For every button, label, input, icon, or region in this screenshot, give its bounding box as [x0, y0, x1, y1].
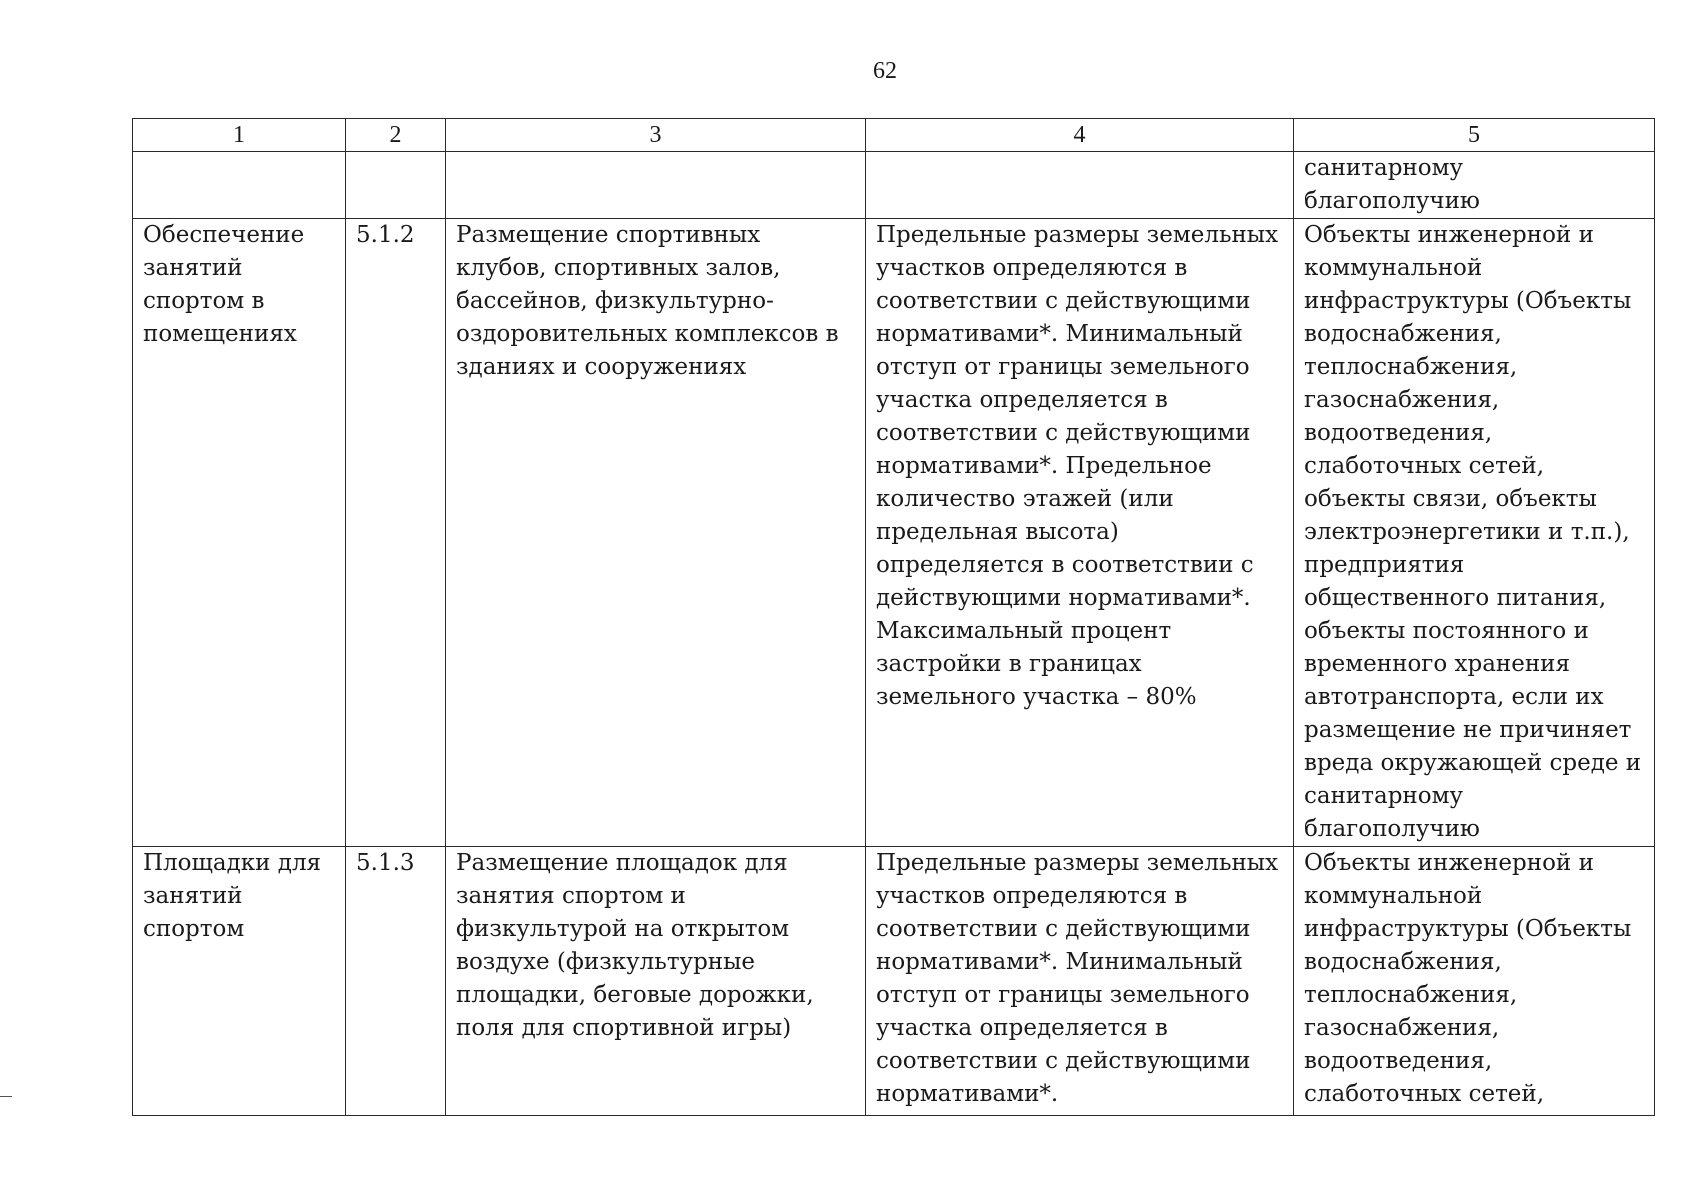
description-cell	[446, 847, 866, 1116]
auxiliary-uses: санитарному благополучию	[1304, 155, 1480, 214]
description-cell	[446, 152, 866, 219]
use-code-cell	[346, 152, 446, 219]
column-header: 4	[866, 119, 1294, 152]
use-code-cell	[346, 847, 446, 1116]
table-row	[133, 152, 1655, 219]
auxiliary-cell	[1294, 219, 1655, 847]
use-description: Размещение спортивных клубов, спортивных залов, бассейнов, физкультурно-оздоровительных комплексов в зданиях и сооружениях	[456, 222, 839, 380]
table-row	[133, 847, 1655, 1116]
use-parameters: Предельные размеры земельных участков определяются в соответствии с действующими нормативами*. Минимальный отступ от границы земельного участка определяется в соответствии с действующими нормативами*. Предельное количество этажей (или предельная высота) определяется в соответствии с действующими нормативами*. Максимальный процент застройки в границах земельного участка – 80%	[876, 222, 1279, 710]
column-header: 5	[1294, 119, 1655, 152]
use-name-cell	[133, 152, 346, 219]
use-name: Обеспечение занятий спортом в помещениях	[143, 222, 305, 347]
description-cell	[446, 219, 866, 847]
column-header: 3	[446, 119, 866, 152]
use-name-cell	[133, 219, 346, 847]
column-header: 2	[346, 119, 446, 152]
table-header-row	[133, 119, 1655, 152]
parameters-cell	[866, 219, 1294, 847]
use-code: 5.1.3	[356, 850, 415, 876]
parameters-cell	[866, 847, 1294, 1116]
auxiliary-uses: Объекты инженерной и коммунальной инфраструктуры (Объекты водоснабжения, теплоснабжения, газоснабжения, водоотведения, слаботочных сетей, объекты связи, объекты электроэнергетики и т.п.), предприятия общественного питания, объекты постоянного и временного хранения автотранспорта, если их размещение не причиняет вреда окружающей среде и санитарному благополучию	[1304, 222, 1642, 842]
use-code: 5.1.2	[356, 222, 415, 248]
auxiliary-cell	[1294, 152, 1655, 219]
margin-mark	[0, 1096, 12, 1097]
page-number: 62	[873, 58, 897, 84]
use-name: Площадки для занятий спортом	[143, 850, 322, 942]
table-row	[133, 219, 1655, 847]
column-header: 1	[133, 119, 346, 152]
use-code-cell	[346, 219, 446, 847]
auxiliary-cell	[1294, 847, 1655, 1116]
use-parameters: Предельные размеры земельных участков определяются в соответствии с действующими нормативами*. Минимальный отступ от границы земельного участка определяется в соответствии с действующими нормативами*.	[876, 850, 1279, 1107]
land-use-table	[132, 118, 1655, 1116]
auxiliary-uses: Объекты инженерной и коммунальной инфраструктуры (Объекты водоснабжения, теплоснабжения, газоснабжения, водоотведения, слаботочных сетей,	[1304, 850, 1632, 1107]
use-description: Размещение площадок для занятия спортом и физкультурой на открытом воздухе (физкультурные площадки, беговые дорожки, поля для спортивной игры)	[456, 850, 814, 1041]
use-name-cell	[133, 847, 346, 1116]
parameters-cell	[866, 152, 1294, 219]
